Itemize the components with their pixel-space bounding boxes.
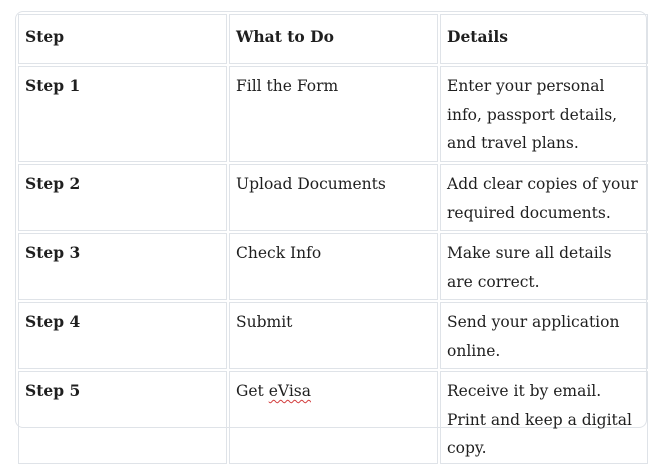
spellcheck-flagged-word[interactable]: eVisa (268, 382, 311, 400)
step-action: Fill the Form (229, 66, 438, 162)
step-label: Step 1 (18, 66, 227, 162)
step-action: Check Info (229, 233, 438, 300)
table-row (18, 302, 648, 369)
step-label: Step 4 (18, 302, 227, 369)
header-what-to-do: What to Do (229, 14, 438, 64)
table-header-row (18, 14, 648, 64)
step-action: Upload Documents (229, 164, 438, 231)
step-action (229, 371, 438, 464)
step-details: Make sure all details are correct. (440, 233, 648, 300)
header-step: Step (18, 14, 227, 64)
steps-table (16, 12, 650, 466)
table-row (18, 371, 648, 464)
table-row (18, 233, 648, 300)
header-details: Details (440, 14, 648, 64)
step-label: Step 5 (18, 371, 227, 464)
step-action: Submit (229, 302, 438, 369)
step-details: Add clear copies of your required documents. (440, 164, 648, 231)
table-row (18, 66, 648, 162)
table-row (18, 164, 648, 231)
step-action-prefix: Get (236, 382, 269, 400)
step-label: Step 2 (18, 164, 227, 231)
step-label: Step 3 (18, 233, 227, 300)
step-details: Receive it by email. Print and keep a digital copy. (440, 371, 648, 464)
step-details: Send your application online. (440, 302, 648, 369)
step-details: Enter your personal info, passport details, and travel plans. (440, 66, 648, 162)
steps-table-container (15, 11, 647, 457)
